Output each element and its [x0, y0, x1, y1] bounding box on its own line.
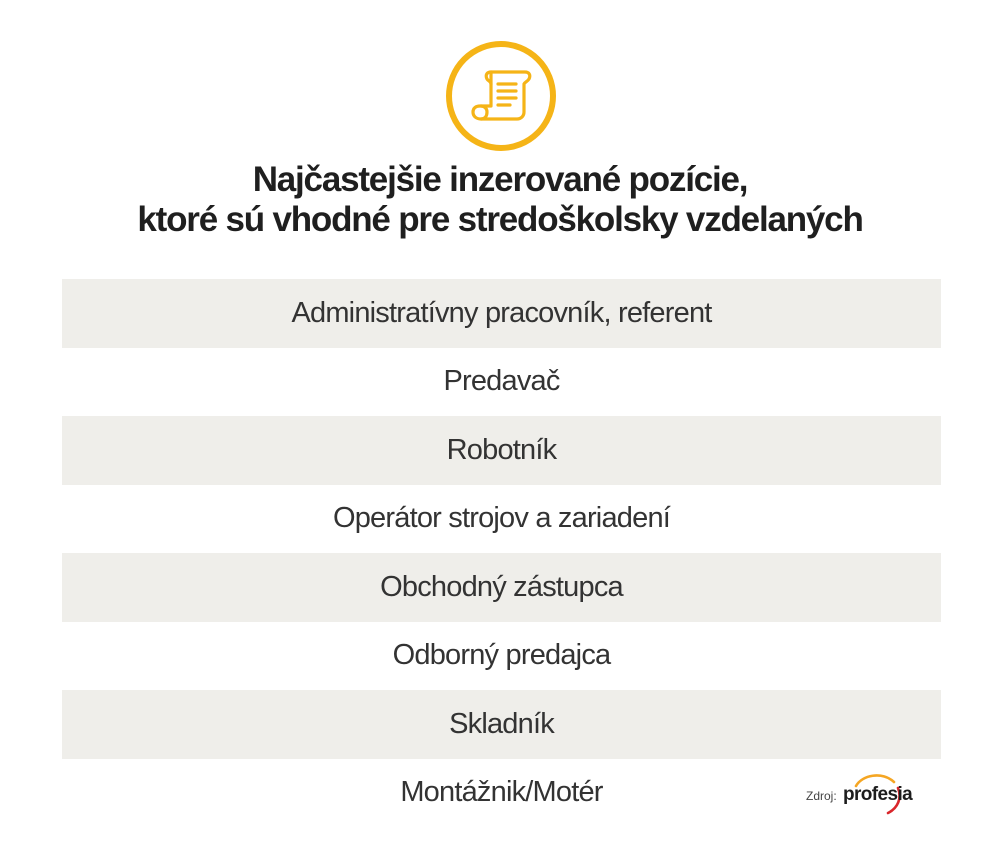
header-icon-badge: [445, 40, 557, 152]
list-item: [62, 622, 941, 691]
source-credit: [796, 768, 926, 818]
list-item: [62, 485, 941, 554]
source-brand: profesia: [843, 784, 913, 805]
list-item: [62, 279, 941, 348]
page-title: [0, 160, 1000, 240]
list-item: [62, 553, 941, 622]
position-label: Administratívny pracovník, referent: [291, 296, 712, 329]
position-label: Montážnik/Motér: [400, 776, 603, 809]
position-label: Odborný predajca: [392, 639, 611, 672]
position-label: Obchodný zástupca: [380, 570, 623, 603]
position-label: Operátor strojov a zariadení: [332, 502, 671, 535]
position-label: Robotník: [446, 433, 557, 466]
title-line-2: ktoré sú vhodné pre stredoškolsky vzdelaných: [137, 200, 863, 239]
positions-list: [62, 279, 941, 827]
position-label: Skladník: [449, 707, 554, 740]
list-item: [62, 690, 941, 759]
source-label: Zdroj:: [806, 789, 837, 803]
title-line-1: Najčastejšie inzerované pozície,: [252, 160, 748, 199]
document-scroll-icon: [445, 40, 557, 152]
list-item: [62, 416, 941, 485]
position-label: Predavač: [443, 365, 560, 398]
list-item: [62, 348, 941, 417]
